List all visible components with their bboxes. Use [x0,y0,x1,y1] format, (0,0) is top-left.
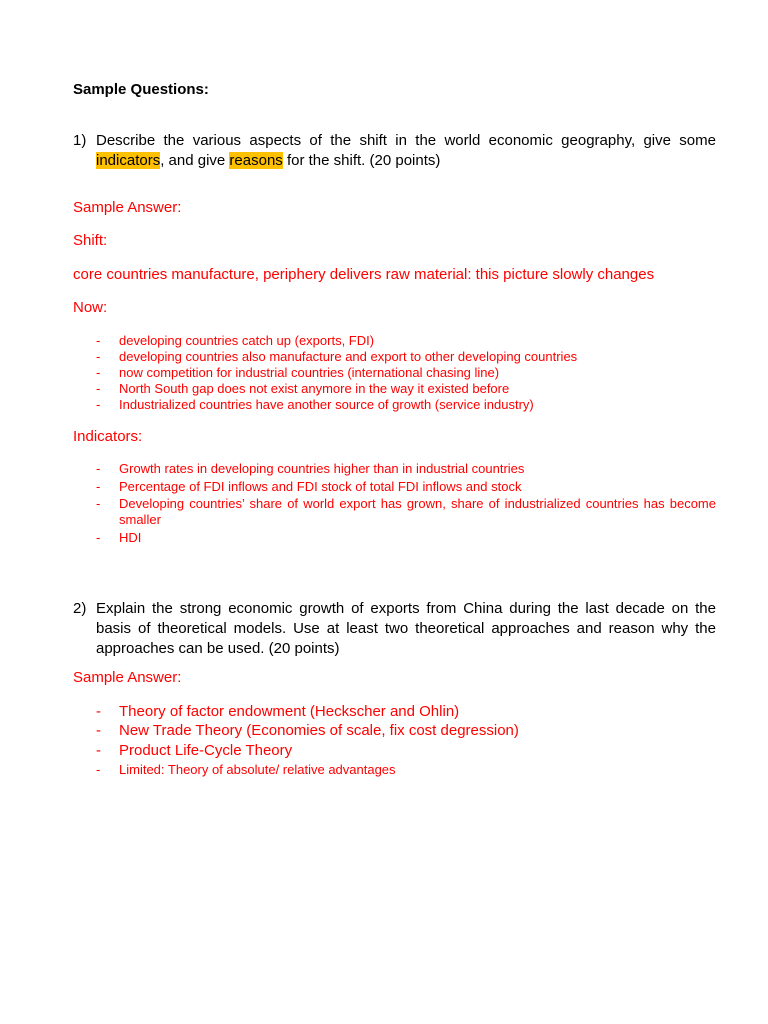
list-bullet: - [96,349,101,364]
now-list [73,333,716,413]
list-item-text: Industrialized countries have another source of growth (service industry) [119,397,534,412]
list-item-text: HDI [119,529,142,545]
list-item-text: developing countries also manufacture and export to other developing countries [119,349,578,364]
list-bullet: - [96,529,101,545]
list-item-text: Theory of factor endowment (Heckscher and Ohlin) [119,703,460,720]
list-item-text: North South gap does not exist anymore in the way it existed before [119,381,510,396]
question-1-text-part: for the shift. (20 points) [282,152,441,169]
theories-list [73,702,716,779]
indicators-list [73,461,716,546]
question-1 [73,131,716,171]
indicators-label: Indicators: [73,428,143,445]
list-item [73,365,716,381]
list-item [73,333,716,349]
list-bullet: - [96,722,101,740]
answer-2-label: Sample Answer: [73,669,182,686]
list-item [73,461,716,477]
highlight-reasons: reasons [229,152,283,169]
question-1-text-part: Describe the various aspects of the shift in the world economic geography, give some [96,132,716,149]
list-item [73,349,716,365]
list-item [73,381,716,397]
list-bullet: - [96,461,101,476]
list-item-text: now competition for industrial countries (international chasing line) [119,365,500,380]
list-item-text: developing countries catch up (exports, FDI) [119,333,375,348]
question-1-text [96,131,716,171]
list-item [73,397,716,413]
question-2 [73,599,716,659]
list-item-text: New Trade Theory (Economies of scale, fix cost degression) [119,722,519,740]
document-heading: Sample Questions: [73,81,209,98]
list-item [73,496,716,528]
list-item-text: Developing countries’ share of world export has grown, share of industrialized countries has become smaller [119,496,716,527]
list-item-text: Growth rates in developing countries higher than in industrial countries [119,461,525,476]
list-bullet: - [96,333,101,348]
list-item [73,479,716,495]
question-2-text: Explain the strong economic growth of exports from China during the last decade on the basis of theoretical models. Use at least two theoretical approaches and reason why the approaches can be used. (20 points) [96,600,716,657]
shift-text: core countries manufacture, periphery delivers raw material: this picture slowly changes [73,266,655,283]
list-bullet: - [96,365,101,380]
list-item-text: Limited: Theory of absolute/ relative advantages [119,761,396,777]
question-2-number: 2) [73,600,87,617]
list-item-text: Product Life-Cycle Theory [119,741,293,759]
list-item [73,760,716,779]
list-bullet: - [96,703,101,720]
list-bullet: - [96,496,101,511]
list-item [73,721,716,740]
list-bullet: - [96,741,101,759]
list-item [73,741,716,760]
list-bullet: - [96,478,101,494]
list-bullet: - [96,381,101,396]
list-item [73,702,716,721]
answer-1-label: Sample Answer: [73,199,182,216]
list-item [73,530,716,546]
list-bullet: - [96,397,101,412]
question-1-number: 1) [73,132,87,149]
list-item-text: Percentage of FDI inflows and FDI stock of total FDI inflows and stock [119,478,522,494]
shift-label: Shift: [73,232,108,249]
highlight-indicators: indicators [96,152,161,169]
now-label: Now: [73,299,108,316]
question-1-text-part: , and give [160,152,230,169]
list-bullet: - [96,761,101,777]
